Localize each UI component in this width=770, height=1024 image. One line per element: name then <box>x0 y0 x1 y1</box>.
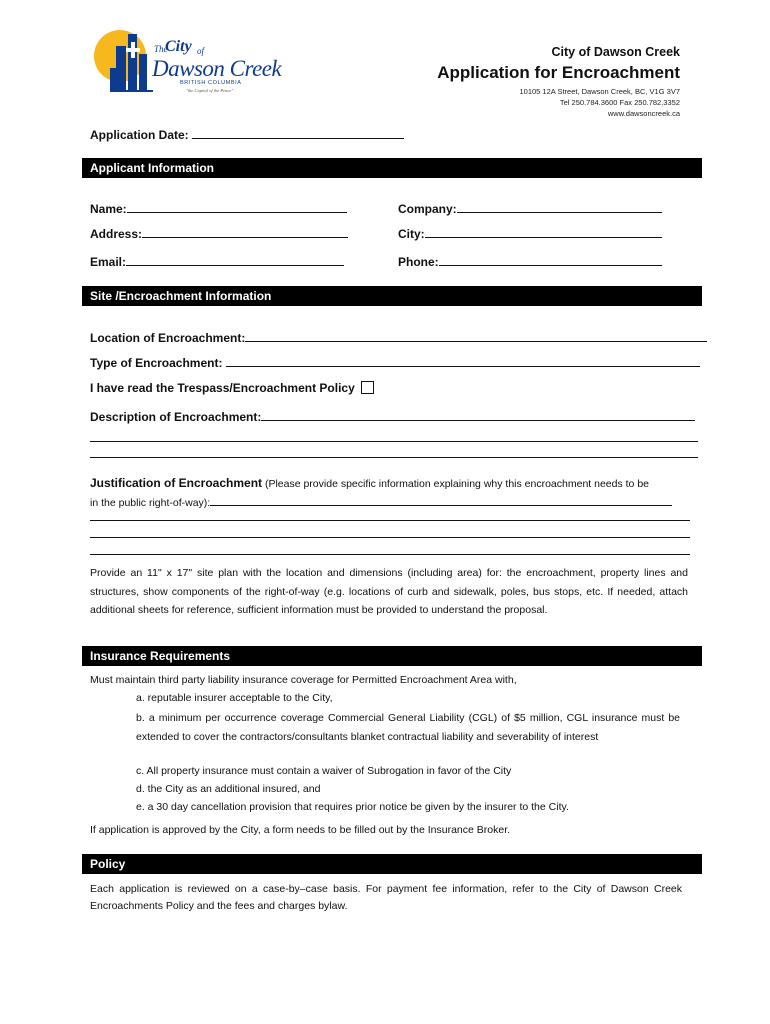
company-field[interactable] <box>457 211 662 213</box>
email-field[interactable] <box>126 264 344 266</box>
location-field[interactable] <box>245 340 707 342</box>
address-label: Address: <box>90 227 143 241</box>
city-logo <box>90 28 282 100</box>
justification-line-3[interactable] <box>90 537 690 538</box>
justification-line-2[interactable] <box>90 520 690 521</box>
city-website: www.dawsoncreek.ca <box>607 109 680 118</box>
type-label: Type of Encroachment: <box>90 356 223 370</box>
city-label: City: <box>398 227 425 241</box>
insurance-item-d: d. the City as an additional insured, and <box>136 783 321 795</box>
insurance-item-c: c. All property insurance must contain a waiver of Subrogation in favor of the City <box>136 765 512 777</box>
location-label: Location of Encroachment: <box>90 331 246 345</box>
insurance-item-b: b. a minimum per occurrence coverage Commercial General Liability (CGL) of $5 million, CGL insurance must be extended to cover the contractors/consultants blanket contractual liability and severability of interest <box>136 712 680 743</box>
city-row <box>398 227 662 241</box>
address-field[interactable] <box>142 236 348 238</box>
description-label: Description of Encroachment: <box>90 410 262 424</box>
city-name: City of Dawson Creek <box>551 45 680 59</box>
insurance-approval-note: If application is approved by the City, a form needs to be filled out by the Insurance Broker. <box>90 824 511 836</box>
city-field[interactable] <box>425 236 662 238</box>
company-label: Company: <box>398 202 457 216</box>
logo-province: BRITISH COLUMBIA <box>180 80 242 86</box>
application-date-label: Application Date: <box>90 128 189 142</box>
section-insurance-header: Insurance Requirements <box>82 646 702 666</box>
justification-label: Justification of Encroachment <box>90 476 263 490</box>
address-row <box>90 227 348 241</box>
justification-hint-2: in the public right-of-way): <box>90 497 211 509</box>
description-line-3[interactable] <box>90 457 698 458</box>
header-info <box>437 45 680 119</box>
location-row <box>90 331 707 345</box>
company-row <box>398 202 662 216</box>
section-policy-header: Policy <box>82 854 702 874</box>
policy-read-label: I have read the Trespass/Encroachment Policy <box>90 381 355 395</box>
section-applicant-header: Applicant Information <box>82 158 702 178</box>
justification-field[interactable] <box>210 504 672 506</box>
city-address: 10105 12A Street, Dawson Creek, BC, V1G 3V7 <box>519 87 680 96</box>
form-title: Application for Encroachment <box>437 63 680 82</box>
email-row <box>90 255 344 269</box>
description-line-2[interactable] <box>90 441 698 442</box>
phone-field[interactable] <box>439 264 662 266</box>
policy-text: Each application is reviewed on a case-by–case basis. For payment fee information, refer to the City of Dawson Creek Encroachments Policy and the fees and charges bylaw. <box>90 883 682 912</box>
phone-label: Phone: <box>398 255 439 269</box>
justification-hint: (Please provide specific information explaining why this encroachment needs to be <box>262 478 649 490</box>
justification-block <box>90 474 700 512</box>
description-field[interactable] <box>261 419 695 421</box>
justification-line-4[interactable] <box>90 554 690 555</box>
logo-the: The <box>154 44 168 54</box>
policy-read-row <box>90 381 374 395</box>
section-site-header: Site /Encroachment Information <box>82 286 702 306</box>
type-field[interactable] <box>226 365 700 367</box>
type-row <box>90 356 700 370</box>
name-row <box>90 202 347 216</box>
logo-emblem-icon <box>90 28 160 100</box>
logo-city: City <box>165 38 192 55</box>
logo-dawson-creek: Dawson Creek <box>152 56 282 81</box>
name-field[interactable] <box>127 211 347 213</box>
logo-of: of <box>197 46 205 56</box>
phone-row <box>398 255 662 269</box>
email-label: Email: <box>90 255 127 269</box>
description-row <box>90 410 695 424</box>
site-plan-instructions: Provide an 11" x 17" site plan with the location and dimensions (including area) for: the encroachment, property lines and structures, show components of the right-of-way (e.g. locations of curb and sidewalk, poles, bus stops, etc. If needed, attach additional sheets for reference, sufficient information must be provided to understand the proposal. <box>90 567 688 616</box>
insurance-intro: Must maintain third party liability insurance coverage for Permitted Encroachment Area with, <box>90 674 517 686</box>
policy-read-checkbox[interactable] <box>361 381 374 394</box>
insurance-item-a: a. reputable insurer acceptable to the City, <box>136 692 333 704</box>
insurance-item-e: e. a 30 day cancellation provision that requires prior notice be given by the insurer to the City. <box>136 801 569 813</box>
name-label: Name: <box>90 202 127 216</box>
city-phone-fax: Tel 250.784.3600 Fax 250.782.3352 <box>559 98 680 107</box>
application-date-field[interactable] <box>192 137 404 139</box>
application-date-row <box>90 128 404 142</box>
logo-tagline: "the Capital of the Peace" <box>186 88 234 93</box>
